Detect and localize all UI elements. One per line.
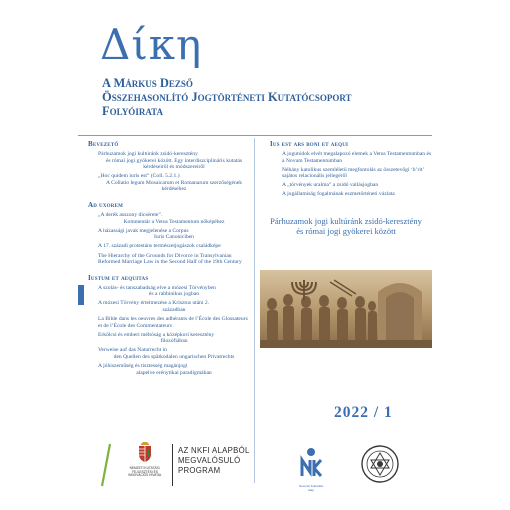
toc-item-title: A jóhiszeműség és tisztesség magánjogi xyxy=(98,363,188,370)
toc-item-subtitle: den Quellen des spätkodalen ungarischen Privatrechts xyxy=(113,354,235,361)
nka-caption: Nemzeti Kulturális Alap xyxy=(298,484,324,492)
green-slash-icon xyxy=(100,442,112,488)
feature-title xyxy=(260,216,432,236)
toc-item[interactable] xyxy=(98,212,250,225)
header-divider xyxy=(78,135,432,136)
toc-item-title: A szolás- és tanszabadság elve a mózesi Törvényben xyxy=(98,284,216,291)
arch-of-titus-relief-image xyxy=(260,270,432,348)
toc-item[interactable] xyxy=(98,173,250,193)
toc-item[interactable] xyxy=(98,228,250,241)
toc-item[interactable]: A jogutódok elvét megalapozó elemek a Vetus Testamentumban és a Novum Testamentumban xyxy=(282,151,432,164)
toc-item-subtitle: Kommentár a Vetus Testamentum nőképéhez xyxy=(123,218,225,225)
program-line-2: MEGVALÓSULÓ xyxy=(178,456,241,465)
toc-item[interactable] xyxy=(98,363,250,376)
toc-item-subtitle: alapelve erénytikai paradigmában xyxy=(136,369,212,376)
toc-item[interactable] xyxy=(98,347,250,360)
toc-item[interactable]: A „törvények uralma” a zsidó vallásjogban xyxy=(282,182,379,189)
toc-item[interactable]: Néhány katolikus szemléletű megfontolás az összetevőgi ‘b’rit’ sajátos relacionális jellegéről xyxy=(282,166,424,180)
toc-item-subtitle: Iuris Canoniciben xyxy=(154,234,194,241)
toc-item-subtitle: században xyxy=(162,307,186,313)
toc-item[interactable] xyxy=(98,243,250,250)
journal-subtitle xyxy=(102,76,352,118)
toc-item[interactable] xyxy=(98,300,250,313)
program-line-1: AZ NKFI ALAPBÓL xyxy=(178,446,250,455)
funding-footer xyxy=(78,440,432,490)
toc-item[interactable] xyxy=(98,253,250,266)
toc-item-subtitle: filozófiában xyxy=(160,338,188,345)
program-line-3: PROGRAM xyxy=(178,466,221,475)
hungarian-crest-icon xyxy=(138,442,152,462)
section-title-bevezeto: Bevezető xyxy=(88,140,119,148)
nkfih-caption: NEMZETI KUTATÁSI, FEJLESZTÉSI ÉS INNOVÁCIÓS HIVATAL xyxy=(128,466,162,478)
feature-title-line-2: és római jogi gyökerei között xyxy=(296,226,396,237)
section-title-ius-est: Ius est ars boni et aequi xyxy=(270,140,349,148)
section-marker xyxy=(78,285,84,305)
toc-item[interactable] xyxy=(98,285,250,298)
toc-item-title: „A derék asszony dicsérete”. xyxy=(98,212,163,219)
toc-item-title: Erkölcsi és emberi méltóság a középkori keresztény xyxy=(98,331,215,338)
footer-divider xyxy=(172,444,173,486)
nka-logo-icon xyxy=(296,446,326,486)
subtitle-line-2: Összehasonlító Jogtörténeti Kutatócsoport xyxy=(102,90,352,104)
toc-item-title: Verweise auf das Naturrecht in xyxy=(98,347,167,354)
toc-item-title: „Hoc quidem iuris est” (Coll. 5.2.1.) xyxy=(98,173,180,180)
toc-item-subtitle: és római jogi gyökerei között. Egy interdiszciplináris kutatás kérdéseiről és módszereiről xyxy=(105,157,243,171)
toc-item-title: A mózesi Törvény értelmezése a Krisztus utáni 2. xyxy=(98,300,210,307)
column-divider xyxy=(254,138,255,483)
research-group-seal-icon xyxy=(360,444,400,484)
toc-item-subtitle: A Collatio legum Mosaicarum et Romanarum szerzőségének kérdéséhez xyxy=(105,179,243,193)
subtitle-line-1: A Márkus Dezső xyxy=(102,76,193,90)
issue-number: 2022 / 1 xyxy=(334,404,393,421)
program-statement xyxy=(178,446,250,476)
feature-title-line-1: Párhuzamok jogi kultúránk zsidó-keresztény xyxy=(270,216,422,227)
nkfih-logo xyxy=(126,442,164,488)
journal-cover xyxy=(78,20,432,490)
section-title-ad-uxorem: Ad uxorem xyxy=(88,201,123,210)
toc-item[interactable] xyxy=(98,332,250,345)
section-title-iustum: Iustum et aequitas xyxy=(88,273,149,282)
contents-right-column xyxy=(260,138,432,236)
toc-item[interactable]: A jogállamiság fogalmának eszmetörténeti vázlata xyxy=(282,191,395,198)
toc-item-title: A 17. századi protestáns természetjogászok családképe xyxy=(98,243,221,250)
toc-item[interactable] xyxy=(98,151,250,171)
subtitle-line-3: Folyóirata xyxy=(102,104,163,118)
toc-item-title: La Bible dans les oeuvres des adhérants de l’École des Glossateurs et de l’École des Commentateurs xyxy=(98,316,248,329)
toc-item[interactable] xyxy=(98,316,250,329)
contents-left-column xyxy=(78,138,250,379)
toc-item-title: A házassági javak megjelenése a Corpus xyxy=(98,227,189,234)
toc-item-title: Párhuzamok jogi kultúránk zsidó-keresztény xyxy=(98,151,198,157)
toc-item-subtitle: és a rabbinikus jogban xyxy=(148,291,200,298)
toc-item-title: The Hierarchy of the Grounds for Divorce in Transylvanian Reformed Marriage Law in the Second Half of the 19th Century xyxy=(98,252,242,266)
journal-logo-word: Δίκη xyxy=(100,20,203,69)
